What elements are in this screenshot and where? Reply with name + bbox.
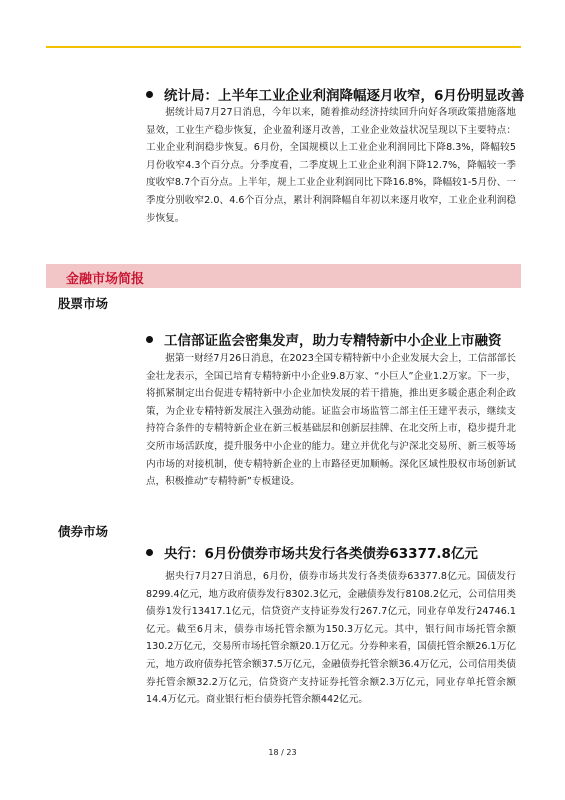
heading-text: 统计局：上半年工业企业利润降幅逐月收窄，6月份明显改善 (164, 88, 525, 104)
news-heading-industrial-profits (146, 84, 524, 104)
page-number: 18 / 23 (268, 748, 297, 757)
news-body-srdi-enterprises: 据第一财经7月26日消息，在2023全国专精特新中小企业发展大会上，工信部部长金壮龙表示，全国已培育专精特新中小企业9.8万家、“小巨人”企业1.2万家。下一步，将抓紧制定出台促进专精特新中小企业加快发展的若干措施，推出更多暖企惠企利企政策，为企业专精特新发展注入强劲动能。证监会市场监管二部主任王建平表示，继续支持符合条件的专精特新企业在新三板基础层和创新层挂牌、在北交所上市，稳步提升北交所市场活跃度，提升服务中小企业的能力。建立并优化与沪深北交易所、新三板等场内市场的对接机制，使专精特新企业的上市路径更加顺畅。深化区域性股权市场创新试点，积极推动“专精特新”专板建设。 (146, 353, 516, 488)
subsection-bond-market: 债券市场 (58, 524, 109, 539)
section-bar (46, 264, 521, 288)
news-body-industrial-profits: 据统计局7月27日消息，今年以来，随着推动经济持续回升向好各项政策措施落地显效，工业生产稳步恢复，企业盈利逐月改善，工业企业效益状况呈现以下主要特点：工业企业利润稳步恢复。6月份，全国规模以上工业企业利润同比下降8.3%，降幅较5月份收窄4.3个百分点。分季度看，二季度规上工业企业利润下降12.7%，降幅较一季度收窄8.7个百分点。上半年，规上工业企业利润同比下降16.8%，降幅较1-5月份、一季度分别收窄2.0、4.6个百分点，累计利润降幅自年初以来逐月收窄，工业企业利润稳步恢复。 (146, 107, 516, 224)
news-body-bond-issuance: 据央行7月27日消息，6月份，债券市场共发行各类债券63377.8亿元。国债发行8299.4亿元，地方政府债券发行8302.3亿元，金融债券发行8108.2亿元，公司信用类债券1发行13417.1亿元，信贷资产支持证券发行267.7亿元，同业存单发行24746.1亿元。截至6月末，债券市场托管余额为150.3万亿元。其中，银行间市场托管余额130.2万亿元，交易所市场托管余额20.1万亿元。分券种来看，国债托管余额26.1万亿元，地方政府债券托管余额37.5万亿元，金融债券托管余额36.4万亿元，公司信用类债券托管余额32.2万亿元，信贷资产支持证券托管余额2.3万亿元，同业存单托管余额14.4万亿元。商业银行柜台债券托管余额442亿元。 (146, 571, 516, 706)
bullet-icon (146, 336, 153, 343)
news-heading-srdi-enterprises (146, 329, 502, 349)
subsection-stock-market: 股票市场 (58, 296, 109, 311)
bullet-icon (146, 91, 153, 98)
heading-text: 央行：6月份债券市场共发行各类债券63377.8亿元 (164, 546, 478, 562)
top-rule (46, 46, 521, 48)
section-title: 金融市场简报 (66, 272, 145, 287)
news-heading-bond-issuance (146, 542, 478, 562)
bullet-icon (146, 549, 153, 556)
heading-text: 工信部证监会密集发声，助力专精特新中小企业上市融资 (164, 333, 502, 349)
